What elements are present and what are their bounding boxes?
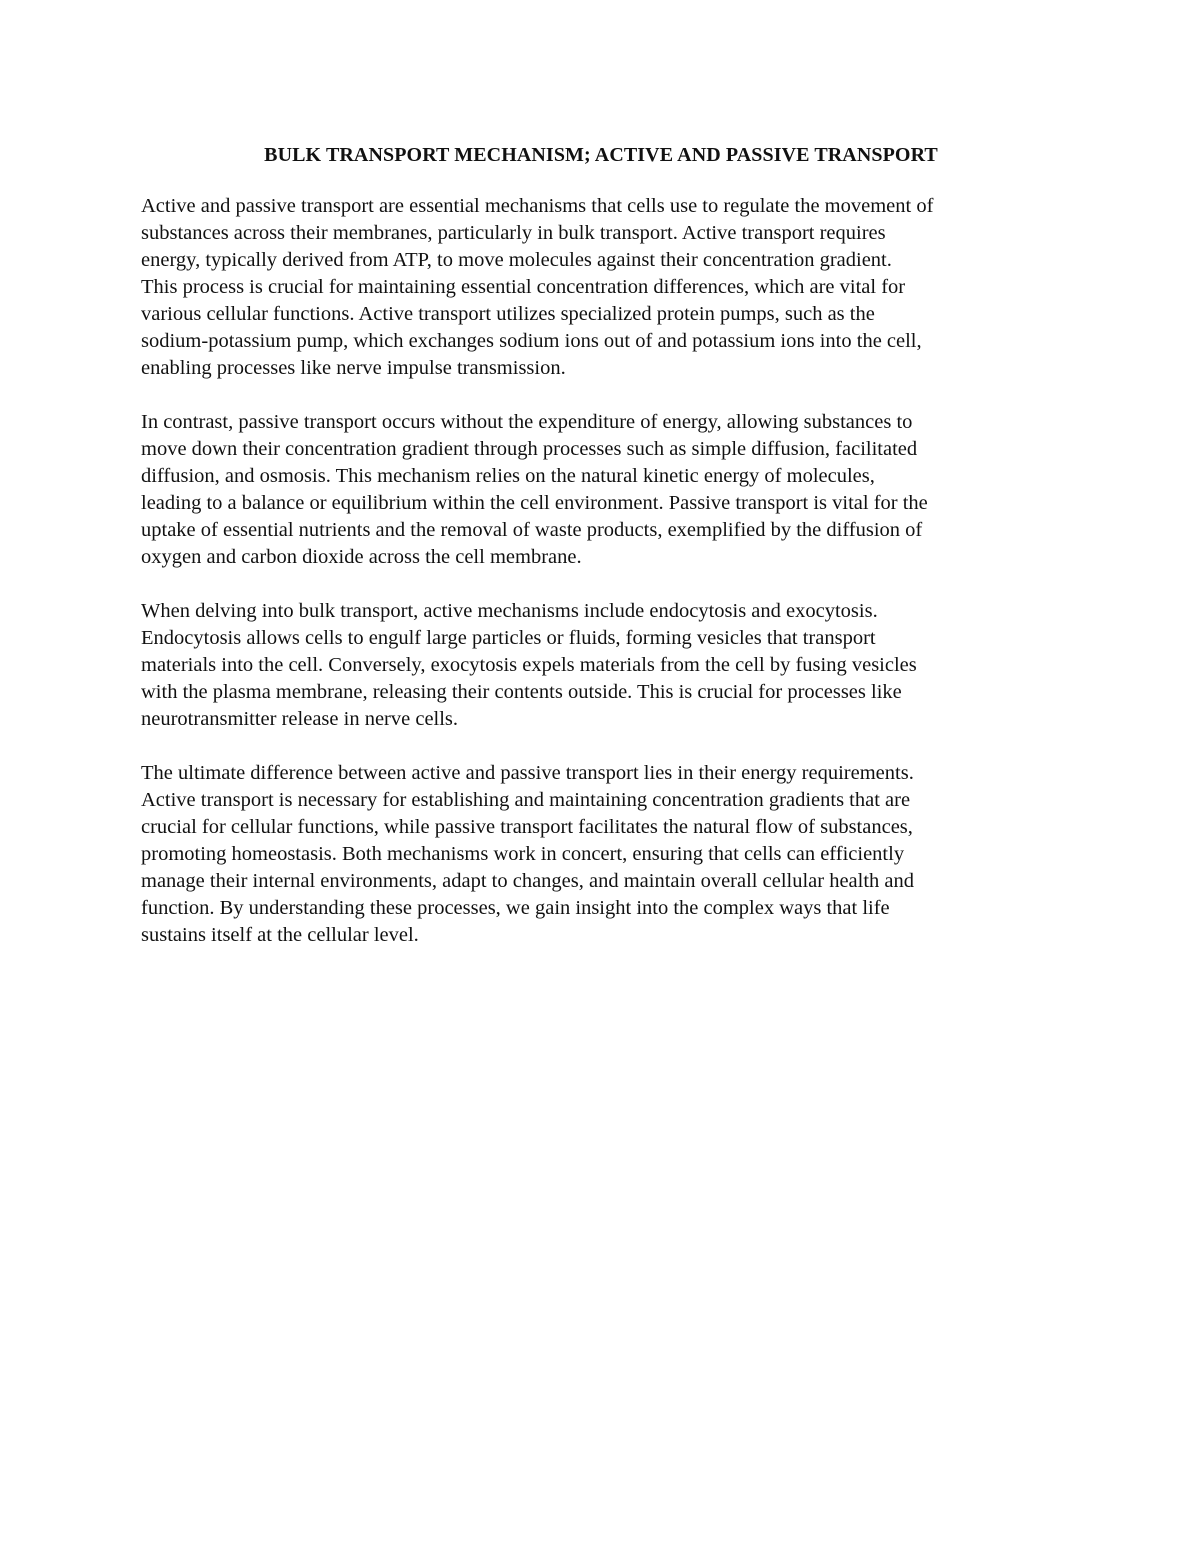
paragraph-line: crucial for cellular functions, while passive transport facilitates the natural flow of substances, — [141, 816, 913, 838]
paragraph-line: diffusion, and osmosis. This mechanism relies on the natural kinetic energy of molecules, — [141, 465, 875, 487]
paragraph-line: uptake of essential nutrients and the removal of waste products, exemplified by the diffusion of — [141, 519, 923, 541]
paragraph-line: leading to a balance or equilibrium within the cell environment. Passive transport is vital for the — [141, 492, 928, 514]
paragraph-line: manage their internal environments, adapt to changes, and maintain overall cellular health and — [141, 870, 915, 892]
document-content — [141, 141, 1061, 976]
paragraph-line: Active and passive transport are essential mechanisms that cells use to regulate the movement of — [141, 195, 934, 217]
paragraph-line: In contrast, passive transport occurs without the expenditure of energy, allowing substances to — [141, 411, 913, 433]
paragraph-line: energy, typically derived from ATP, to move molecules against their concentration gradient. — [141, 249, 892, 271]
paragraph-active-passive-intro — [141, 193, 1061, 382]
paragraph-line: This process is crucial for maintaining essential concentration differences, which are vital for — [141, 276, 906, 298]
paragraph-line: substances across their membranes, particularly in bulk transport. Active transport requires — [141, 222, 886, 244]
paragraph-line: various cellular functions. Active transport utilizes specialized protein pumps, such as the — [141, 303, 875, 325]
paragraph-line: The ultimate difference between active and passive transport lies in their energy requirements. — [141, 762, 914, 784]
paragraph-line: materials into the cell. Conversely, exocytosis expels materials from the cell by fusing vesicles — [141, 654, 917, 676]
paragraph-line: When delving into bulk transport, active mechanisms include endocytosis and exocytosis. — [141, 600, 878, 622]
paragraph-conclusion — [141, 760, 1061, 949]
paragraph-line: oxygen and carbon dioxide across the cell membrane. — [141, 546, 582, 568]
paragraph-line: sodium-potassium pump, which exchanges sodium ions out of and potassium ions into the cell, — [141, 330, 922, 352]
document-title: BULK TRANSPORT MECHANISM; ACTIVE AND PASSIVE TRANSPORT — [264, 144, 938, 166]
paragraph-bulk-transport — [141, 598, 1061, 733]
paragraph-line: neurotransmitter release in nerve cells. — [141, 708, 459, 730]
paragraph-line: promoting homeostasis. Both mechanisms work in concert, ensuring that cells can efficiently — [141, 843, 905, 865]
paragraph-line: move down their concentration gradient through processes such as simple diffusion, facilitated — [141, 438, 918, 460]
paragraph-line: enabling processes like nerve impulse transmission. — [141, 357, 566, 379]
paragraph-line: Endocytosis allows cells to engulf large particles or fluids, forming vesicles that transport — [141, 627, 876, 649]
paragraph-line: sustains itself at the cellular level. — [141, 924, 419, 946]
paragraph-line: with the plasma membrane, releasing their contents outside. This is crucial for processes like — [141, 681, 902, 703]
paragraph-line: Active transport is necessary for establishing and maintaining concentration gradients that are — [141, 789, 911, 811]
paragraph-passive-transport — [141, 409, 1061, 571]
paragraph-line: function. By understanding these processes, we gain insight into the complex ways that life — [141, 897, 890, 919]
